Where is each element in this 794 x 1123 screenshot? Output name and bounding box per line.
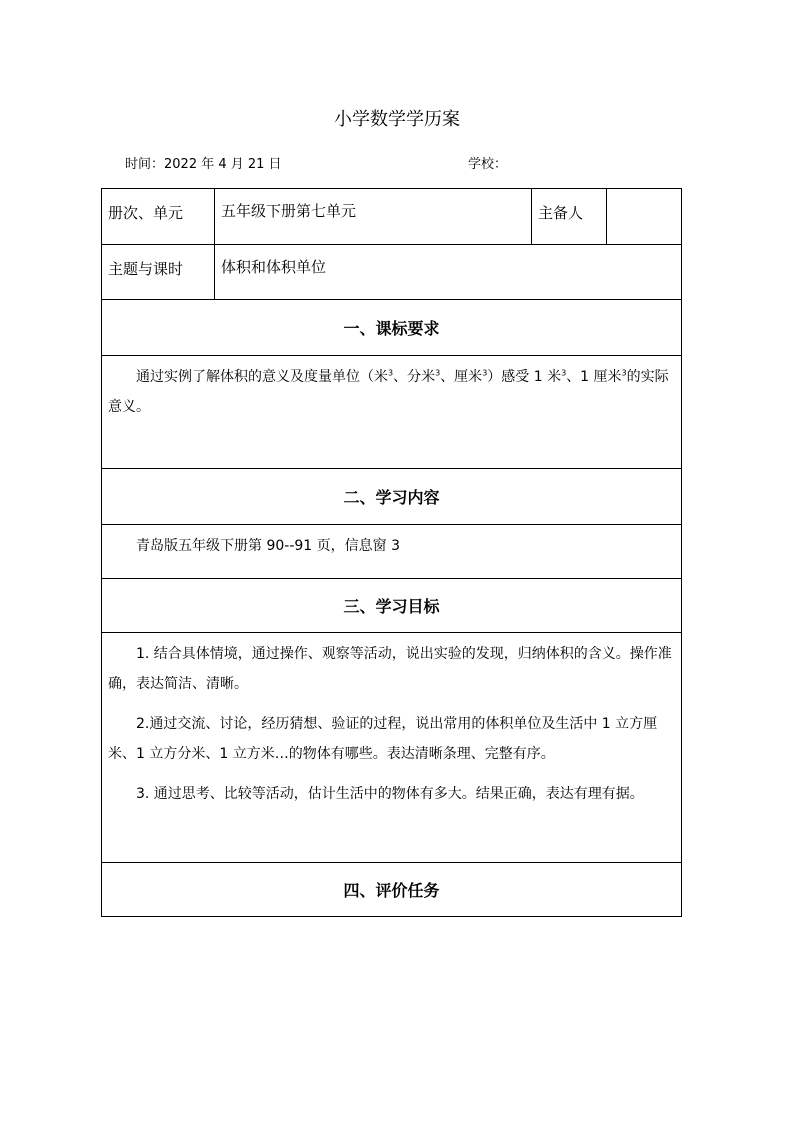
section-2-text: 青岛版五年级下册第 90--91 页，信息窗 3	[102, 525, 682, 579]
row-unit	[102, 189, 682, 245]
objective-item: 3. 通过思考、比较等活动，估计生活中的物体有多大。结果正确，表达有理有据。	[136, 786, 644, 802]
unit-value: 五年级下册第七单元	[215, 189, 532, 245]
section-3-heading: 三、学习目标	[102, 579, 682, 633]
topic-value: 体积和体积单位	[215, 245, 682, 300]
row-section-4-heading	[102, 863, 682, 917]
row-section-2-body	[102, 525, 682, 579]
unit-label: 册次、单元	[102, 189, 215, 245]
row-section-1-heading	[102, 300, 682, 356]
section-2-heading: 二、学习内容	[102, 469, 682, 525]
lesson-plan-table	[101, 188, 682, 917]
section-1-heading: 一、课标要求	[102, 300, 682, 356]
page-title: 小学数学学历案	[334, 109, 460, 130]
section-4-heading: 四、评价任务	[102, 863, 682, 917]
objective-item: 2.通过交流、讨论，经历猜想、验证的过程，说出常用的体积单位及生活中 1 立方厘米、1 立方分米、1 立方米…的物体有哪些。表达清晰条理、完整有序。	[108, 716, 658, 762]
preparer-label: 主备人	[532, 189, 607, 245]
section-3-text	[102, 633, 682, 863]
row-section-1-body	[102, 356, 682, 469]
topic-label: 主题与课时	[102, 245, 215, 300]
row-section-3-heading	[102, 579, 682, 633]
objective-item: 1. 结合具体情境，通过操作、观察等活动，说出实验的发现，归纳体积的含义。操作准确，表达简洁、清晰。	[108, 646, 672, 692]
preparer-value	[607, 189, 682, 245]
school-label: 学校：	[468, 157, 508, 172]
row-section-3-body	[102, 633, 682, 863]
date-line: 时间：2022 年 4 月 21 日	[125, 157, 282, 172]
section-1-text: 通过实例了解体积的意义及度量单位（米$^3$、分米$^3$、厘米$^3$）感受 1 米$^3$、1 厘米$^3$的实际意义。	[102, 356, 682, 469]
row-section-2-heading	[102, 469, 682, 525]
row-topic	[102, 245, 682, 300]
